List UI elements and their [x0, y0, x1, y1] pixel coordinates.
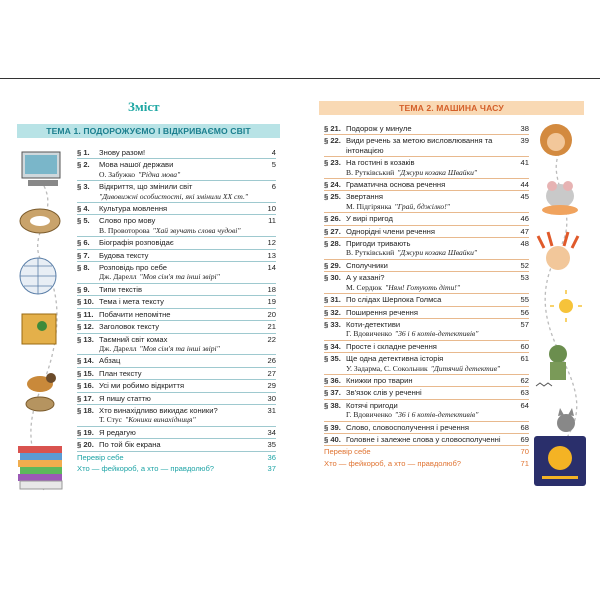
page-number: 39	[520, 136, 529, 146]
work-title: "Моя сім'я та інші звірі"	[139, 343, 220, 353]
work-title: "Дивовижні особистості, які змінили XX ст."	[99, 191, 249, 201]
section-title: Просте і складне речення	[346, 341, 437, 351]
page-number: 62	[520, 375, 529, 385]
section-number: § 25.	[324, 192, 341, 202]
toc-row[interactable]	[324, 272, 529, 294]
section-title: Типи текстів	[99, 284, 143, 294]
page-number: 22	[267, 334, 276, 344]
page-number: 6	[271, 182, 276, 192]
page-number: 27	[267, 368, 276, 378]
page-number: 36	[267, 452, 276, 462]
toc-row[interactable]	[324, 294, 529, 306]
toc-row[interactable]	[324, 213, 529, 225]
toc-theme1	[77, 147, 276, 474]
section-title: Граматична основа речення	[346, 180, 446, 190]
section-title: По той бік екрана	[99, 440, 161, 450]
toc-row[interactable]	[77, 393, 276, 405]
work-title: "Грай, бджілко!"	[394, 201, 450, 211]
toc-row[interactable]	[324, 387, 529, 399]
toc-row[interactable]	[77, 427, 276, 439]
author: Т. Стус	[99, 415, 123, 425]
page-number: 18	[267, 284, 276, 294]
bird-icon	[26, 373, 56, 411]
section-number: § 16.	[77, 381, 94, 391]
person-icon	[540, 124, 572, 156]
toc-row[interactable]	[77, 380, 276, 392]
section-number: § 14.	[77, 356, 94, 366]
work-title: "36 і 6 котів-детективів"	[394, 329, 479, 339]
section-title: Книжки про тварин	[346, 375, 413, 385]
section-number: § 28.	[324, 239, 341, 249]
section-number: § 6.	[77, 238, 90, 248]
section-number: § 21.	[324, 124, 341, 133]
page-number: 52	[520, 260, 529, 270]
toc-row[interactable]	[77, 147, 276, 159]
section-number: § 30.	[324, 273, 341, 283]
toc-row-fake-news[interactable]	[77, 463, 276, 474]
right-illustrations	[532, 118, 590, 498]
toc-row[interactable]	[77, 368, 276, 380]
page-number: 20	[267, 309, 276, 319]
toc-row[interactable]	[324, 123, 529, 135]
theme1-band: ТЕМА 1. ПОДОРОЖУЄМО І ВІДКРИВАЄМО СВІТ	[17, 124, 280, 138]
section-number: § 20.	[77, 440, 94, 450]
page-number: 37	[267, 463, 276, 473]
section-number: § 10.	[77, 297, 94, 307]
mouse-icon	[542, 181, 578, 215]
author: Г. Вдовиченко	[346, 410, 392, 420]
section-title: Тема і мета тексту	[99, 297, 164, 307]
section-title: Подорож у минуле	[346, 124, 412, 133]
page-number: 69	[520, 434, 529, 444]
work-title: "Ням! Готують діти!"	[385, 282, 461, 292]
explorer-icon	[536, 345, 567, 386]
toc-row[interactable]	[77, 159, 276, 181]
section-number: § 26.	[324, 214, 341, 224]
section-number: § 31.	[324, 295, 341, 305]
author: В. Рутківський	[346, 167, 395, 177]
author: Г. Вдовиченко	[346, 329, 392, 339]
page-number: 4	[271, 148, 276, 157]
toc-row[interactable]	[77, 181, 276, 203]
page-number: 30	[267, 393, 276, 403]
toc-row[interactable]	[324, 400, 529, 422]
section-title: По слідах Шерлока Голмса	[346, 295, 442, 305]
section-number: § 15.	[77, 368, 94, 378]
page-number: 56	[520, 307, 529, 317]
section-title: Усі ми робимо відкриття	[99, 381, 185, 391]
section-number: § 3.	[77, 182, 90, 192]
section-number: § 34.	[324, 341, 341, 351]
page-number: 41	[520, 158, 529, 168]
toc-row[interactable]	[77, 334, 276, 356]
toc-row[interactable]	[77, 237, 276, 249]
page-number: 12	[267, 238, 276, 248]
page-number: 10	[267, 204, 276, 214]
section-title: Розповідь про себе	[99, 263, 167, 273]
page-number: 29	[267, 381, 276, 391]
section-number: § 13.	[77, 334, 94, 344]
toc-row[interactable]	[324, 319, 529, 341]
page-number: 71	[520, 458, 529, 468]
toc-row[interactable]	[324, 157, 529, 179]
section-title: Хто — фейкороб, а хто — правдолюб?	[324, 458, 462, 468]
section-title: Слово, словосполучення і речення	[346, 422, 469, 432]
section-title: План тексту	[99, 368, 142, 378]
toc-theme2	[324, 123, 529, 469]
section-title: Знову разом!	[99, 148, 146, 157]
toc-row[interactable]	[77, 203, 276, 215]
section-number: § 4.	[77, 204, 90, 214]
page-number: 57	[520, 319, 529, 329]
page-number: 68	[520, 422, 529, 432]
page-number: 21	[267, 322, 276, 332]
section-number: § 1.	[77, 148, 90, 157]
section-title: Я редагую	[99, 427, 136, 437]
toc-row[interactable]	[324, 135, 529, 157]
page-number: 48	[520, 239, 529, 249]
section-number: § 9.	[77, 284, 90, 294]
book-cover-icon	[534, 436, 586, 486]
toc-row[interactable]	[324, 422, 529, 434]
section-title: Перевір себе	[324, 447, 371, 457]
section-title: Слово про мову	[99, 216, 156, 226]
section-number: § 39.	[324, 422, 341, 432]
section-number: § 35.	[324, 354, 341, 364]
computer-icon	[22, 152, 60, 186]
section-title: Поширення речення	[346, 307, 418, 317]
author: У. Задарма, С. Сокольник	[346, 363, 428, 373]
section-number: § 17.	[77, 393, 94, 403]
section-number: § 5.	[77, 216, 90, 226]
theme2-band: ТЕМА 2. МАШИНА ЧАСУ	[319, 101, 584, 115]
toc-row[interactable]	[324, 375, 529, 387]
toc-row[interactable]	[77, 439, 276, 451]
author: О. Забужко	[99, 169, 136, 179]
section-number: § 32.	[324, 307, 341, 317]
work-title: "36 і 6 котів-детективів"	[394, 410, 479, 420]
section-number: § 33.	[324, 319, 341, 329]
toc-row[interactable]	[324, 353, 529, 375]
author: В. Провоторова	[99, 225, 150, 235]
toc-row[interactable]	[77, 321, 276, 333]
toc-row[interactable]	[324, 191, 529, 213]
page-number: 34	[267, 427, 276, 437]
page-number: 31	[267, 405, 276, 415]
page-number: 46	[520, 214, 529, 224]
section-title: Ще одна детективна історія	[346, 354, 444, 364]
work-title: "Хай звучать слова чудові"	[152, 225, 241, 235]
section-title: У вирі пригод	[346, 214, 393, 224]
page-number: 44	[520, 180, 529, 190]
toc-row[interactable]	[77, 405, 276, 427]
section-title: Пригоди тривають	[346, 239, 411, 249]
section-number: § 12.	[77, 322, 94, 332]
toc-row[interactable]	[77, 215, 276, 237]
author: Дж. Дарелл	[99, 272, 137, 282]
toc-row[interactable]	[77, 296, 276, 308]
page-number: 11	[268, 216, 276, 226]
section-title: Абзац	[99, 356, 121, 366]
section-number: § 18.	[77, 405, 94, 415]
section-number: § 29.	[324, 260, 341, 270]
section-title: Звертання	[346, 192, 383, 202]
toc-row[interactable]	[324, 260, 529, 272]
globe-icon	[20, 258, 56, 294]
author: В. Рутківський	[346, 248, 395, 258]
work-title: "Рідна мова"	[138, 169, 181, 179]
author: Дж. Дарелл	[99, 343, 137, 353]
author: М. Сердюк	[346, 282, 382, 292]
author: М. Підгірянка	[346, 201, 392, 211]
books-icon	[18, 446, 62, 489]
toc-row[interactable]	[77, 284, 276, 296]
page-number: 60	[520, 341, 529, 351]
toc-row[interactable]	[77, 309, 276, 321]
toc-row[interactable]	[324, 179, 529, 191]
toc-row[interactable]	[324, 341, 529, 353]
section-number: § 23.	[324, 158, 341, 168]
section-number: § 19.	[77, 427, 94, 437]
section-number: § 37.	[324, 388, 341, 398]
toc-row-fake-news[interactable]	[324, 458, 529, 469]
toc-row[interactable]	[77, 355, 276, 367]
page-number: 45	[520, 192, 529, 202]
section-title: Головне і залежне слова у словосполученні	[346, 434, 501, 444]
section-title: Побачити непомітне	[99, 309, 171, 319]
section-number: § 40.	[324, 434, 341, 444]
toc-row-check-yourself[interactable]	[77, 452, 276, 463]
section-number: § 11.	[77, 309, 94, 319]
section-title: Я пишу статтю	[99, 393, 151, 403]
section-title: Зв'язок слів у реченні	[346, 388, 422, 398]
section-title: Будова тексту	[99, 250, 149, 260]
page-number: 38	[520, 124, 529, 133]
work-title: "Дитячий детектив"	[430, 363, 501, 373]
section-title: Відкриття, що змінили світ	[99, 182, 193, 192]
sun-icon	[550, 290, 582, 322]
section-title: Мова нашої держави	[99, 160, 174, 170]
page-number: 70	[520, 447, 529, 457]
box-icon	[22, 314, 56, 344]
section-title: Біографія розповідає	[99, 238, 174, 248]
top-rule	[0, 78, 600, 79]
section-title: Заголовок тексту	[99, 322, 159, 332]
page-number: 26	[267, 356, 276, 366]
work-title: "Коники винахідниця"	[125, 415, 196, 425]
toc-row[interactable]	[324, 307, 529, 319]
section-title: Сполучники	[346, 260, 388, 270]
section-title: Перевір себе	[77, 452, 124, 462]
section-number: § 24.	[324, 180, 341, 190]
page-number: 53	[520, 273, 529, 283]
page-number: 61	[520, 354, 529, 364]
page-number: 14	[267, 263, 276, 273]
page-title: Зміст	[128, 99, 160, 114]
page-number: 13	[267, 250, 276, 260]
page-number: 55	[520, 295, 529, 305]
section-title: Таємний світ комах	[99, 334, 168, 344]
work-title: "Джури козака Швайки"	[397, 248, 478, 258]
section-title: На гостині в козаків	[346, 158, 415, 168]
toc-row[interactable]	[77, 262, 276, 284]
section-title: Хто винахідливо викидає коники?	[99, 405, 218, 415]
section-title: Коти-детективи	[346, 319, 401, 329]
section-number: § 7.	[77, 250, 90, 260]
left-illustrations	[14, 146, 72, 494]
section-title: А у казані?	[346, 273, 385, 283]
page-number: 64	[520, 400, 529, 410]
section-title: Види речень за метою висловлювання та інтонацією	[346, 136, 493, 155]
section-number: § 2.	[77, 160, 90, 170]
work-title: "Джури козака Швайки"	[397, 167, 478, 177]
page-number: 63	[520, 388, 529, 398]
section-number: § 36.	[324, 375, 341, 385]
toc-row[interactable]	[324, 434, 529, 446]
section-title: Культура мовлення	[99, 204, 168, 214]
toc-row-check-yourself[interactable]	[324, 446, 529, 457]
page-number: 5	[271, 160, 276, 170]
section-title: Котячі пригоди	[346, 400, 398, 410]
section-number: § 38.	[324, 400, 341, 410]
ring-icon	[20, 209, 60, 233]
girl-icon	[538, 232, 578, 270]
toc-row[interactable]	[324, 238, 529, 260]
page-number: 19	[267, 297, 276, 307]
toc-row[interactable]	[324, 226, 529, 238]
toc-row[interactable]	[77, 250, 276, 262]
page-number: 35	[267, 440, 276, 450]
section-number: § 27.	[324, 226, 341, 236]
section-number: § 8.	[77, 263, 90, 273]
section-title: Хто — фейкороб, а хто — правдолюб?	[77, 463, 215, 473]
section-title: Однорідні члени речення	[346, 226, 435, 236]
cat-icon	[557, 408, 575, 432]
section-number: § 22.	[324, 136, 341, 146]
page-number: 47	[520, 226, 529, 236]
work-title: "Моя сім'я та інші звірі"	[139, 272, 220, 282]
